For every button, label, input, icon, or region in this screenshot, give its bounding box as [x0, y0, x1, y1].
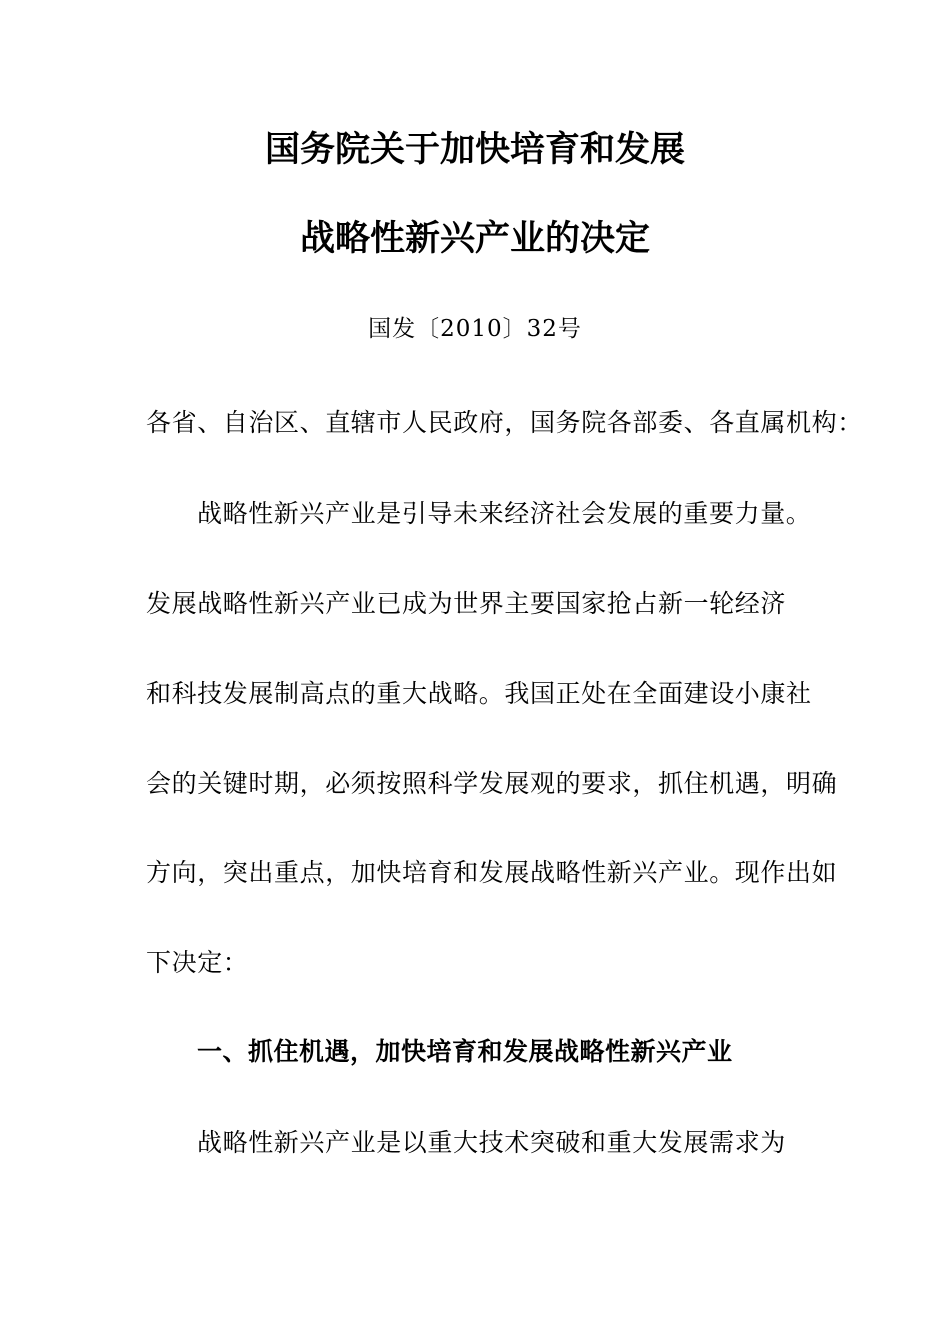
document-title-line-2: 战略性新兴产业的决定: [299, 219, 650, 259]
paragraph-2-line-1: 战略性新兴产业是以重大技术突破和重大发展需求为: [197, 1128, 786, 1157]
paragraph-1-line-6: 下决定：: [146, 948, 249, 977]
paragraph-1-line-4: 会的关键时期，必须按照科学发展观的要求，抓住机遇，明确: [146, 769, 838, 798]
paragraph-1-line-1: 战略性新兴产业是引导未来经济社会发展的重要力量。: [197, 499, 812, 528]
document-title-line-1: 国务院关于加快培育和发展: [264, 130, 685, 170]
document-number: 国发〔2010〕32号: [368, 316, 582, 342]
section-1-heading: 一、抓住机遇，加快培育和发展战略性新兴产业: [197, 1037, 733, 1066]
addressee-line: 各省、自治区、直辖市人民政府，国务院各部委、各直属机构：: [146, 408, 863, 437]
paragraph-1-line-3: 和科技发展制高点的重大战略。我国正处在全面建设小康社: [146, 679, 812, 708]
paragraph-1-line-2: 发展战略性新兴产业已成为世界主要国家抢占新一轮经济: [146, 589, 787, 618]
paragraph-1-line-5: 方向，突出重点，加快培育和发展战略性新兴产业。现作出如: [146, 858, 838, 887]
